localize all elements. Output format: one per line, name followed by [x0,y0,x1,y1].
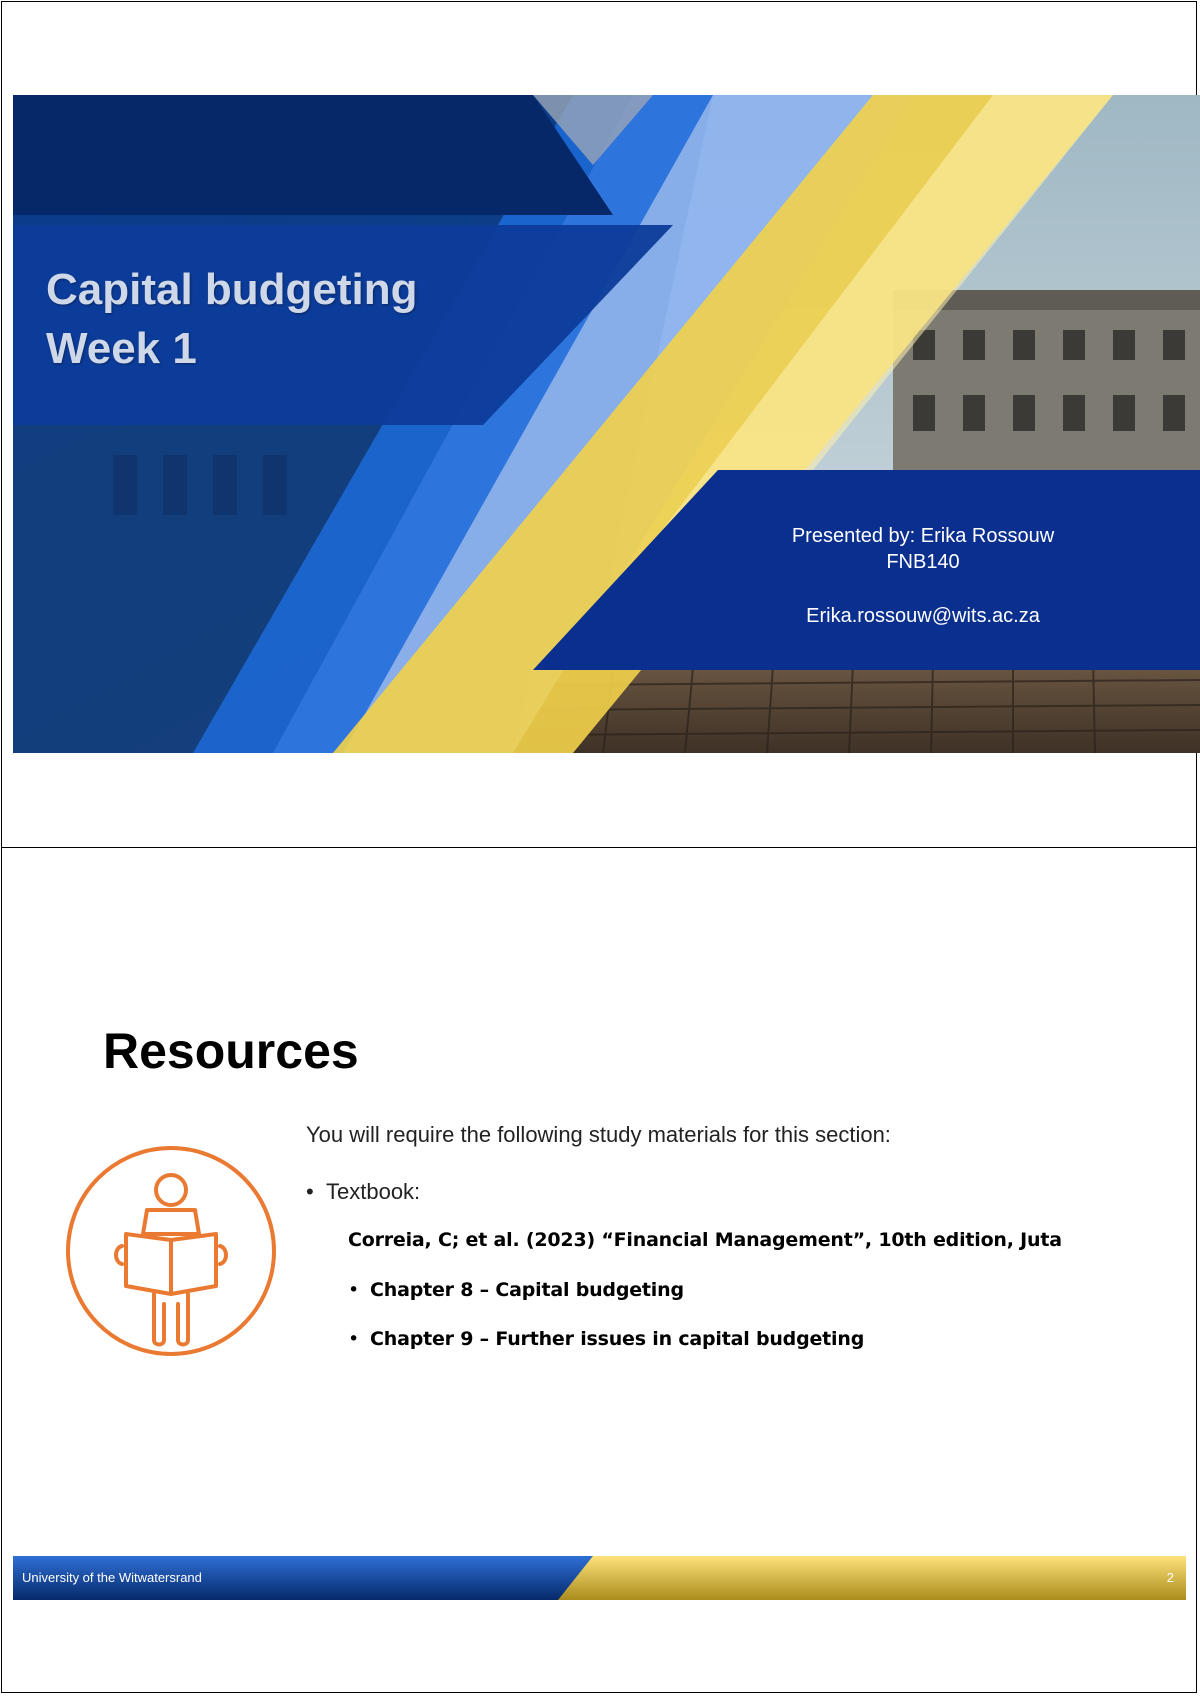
title-line-2: Week 1 [46,324,197,373]
title-slide-background [13,95,1200,753]
title-slide-heading [46,260,418,378]
presenter-name: Presented by: Erika Rossouw [791,525,1055,547]
bullet-textbook-label: Textbook: [326,1179,421,1204]
presenter-info [733,523,1113,629]
course-code: FNB140 [886,551,960,573]
reading-person-icon [64,1144,278,1358]
chapter-label: Chapter 9 – Further issues in capital budgeting [370,1328,865,1350]
title-slide [13,95,1200,753]
footer-university: University of the Witwatersrand [22,1570,202,1585]
bullet-textbook: • Textbook: [306,1179,421,1204]
slide-divider [1,847,1197,848]
slide-footer [13,1556,1186,1600]
page-number: 2 [1166,1570,1174,1585]
resources-intro: You will require the following study materials for this section: [306,1122,891,1147]
chapter-item: • Chapter 9 – Further issues in capital budgeting [348,1328,865,1350]
presenter-email: Erika.rossouw@wits.ac.za [806,605,1040,627]
chapter-label: Chapter 8 – Capital budgeting [370,1279,684,1301]
chapter-item: • Chapter 8 – Capital budgeting [348,1279,684,1301]
title-line-1: Capital budgeting [46,265,418,314]
resources-title: Resources [103,1023,359,1079]
textbook-reference: Correia, C; et al. (2023) “Financial Management”, 10th edition, Juta [348,1229,1062,1251]
